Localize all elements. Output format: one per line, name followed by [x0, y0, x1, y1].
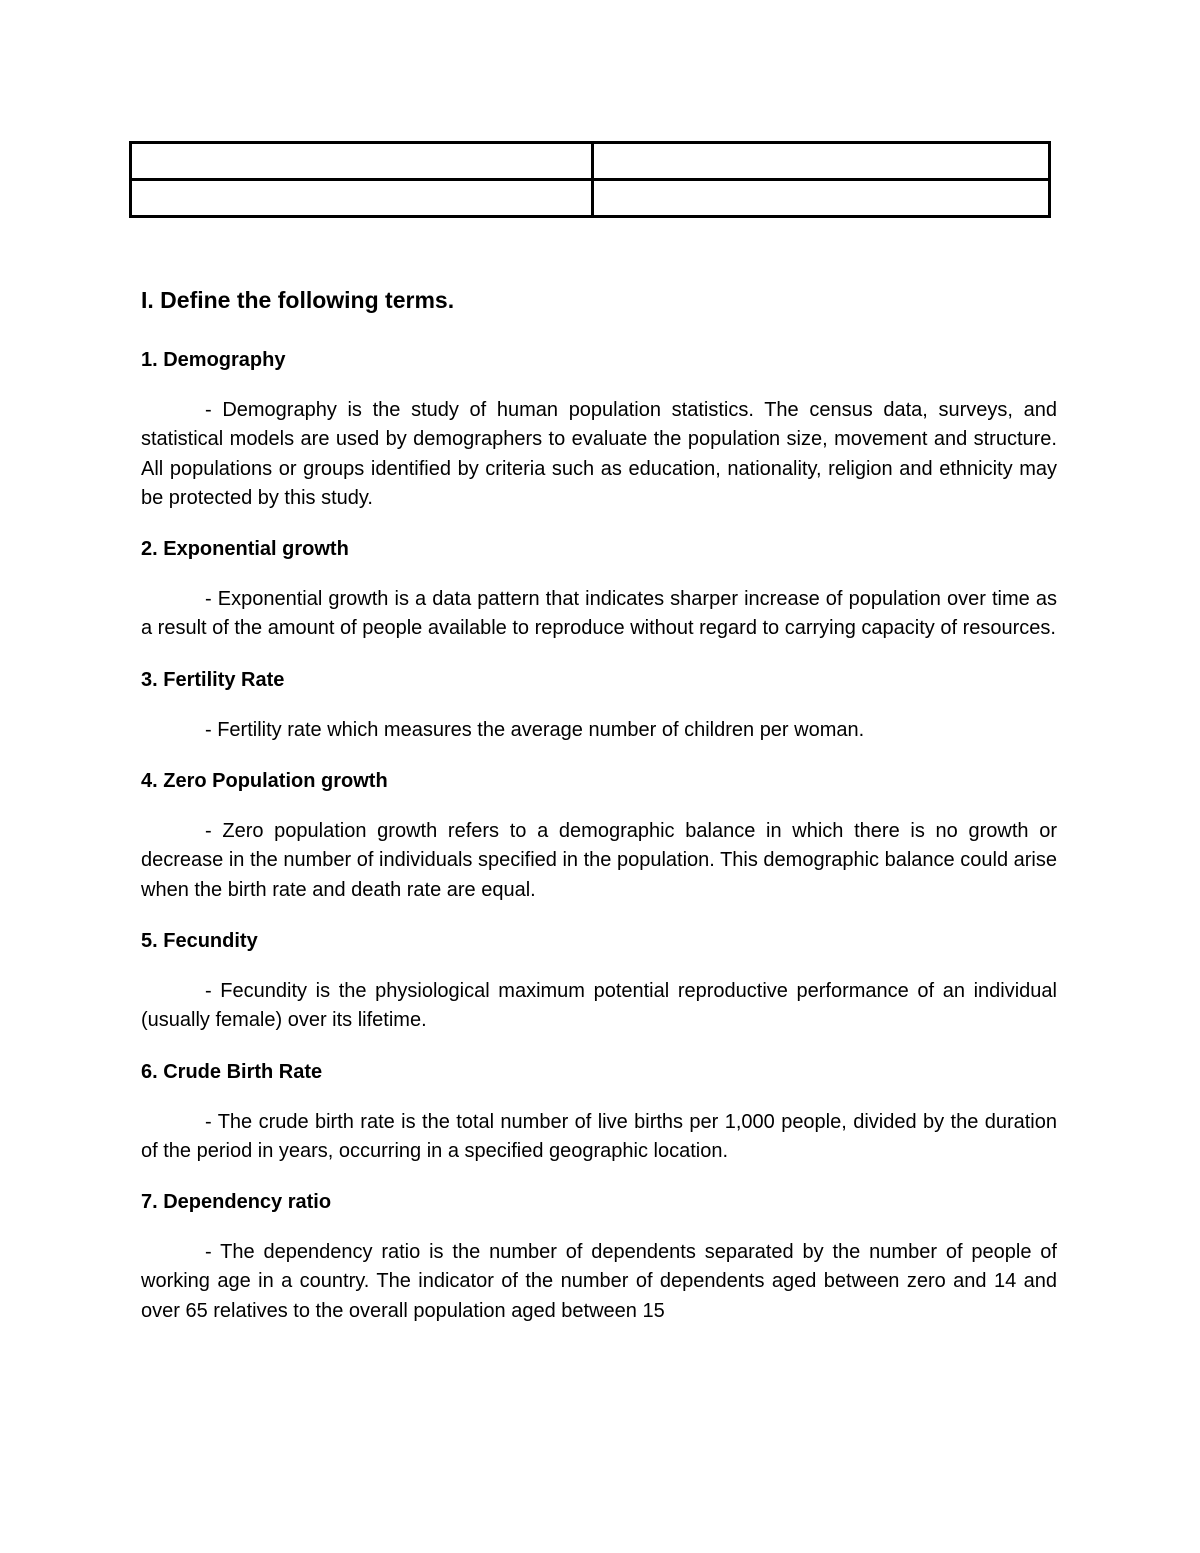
- term-item: [141, 767, 1057, 905]
- term-definition: - Exponential growth is a data pattern that indicates sharper increase of population over time as a result of the amount of people available to reproduce without regard to carrying capacity of resources.: [141, 588, 1057, 640]
- section-title: I. Define the following terms.: [141, 287, 455, 313]
- table-cell: [593, 143, 1050, 180]
- term-definition: - Fertility rate which measures the average number of children per woman.: [205, 718, 865, 741]
- term-heading: 3. Fertility Rate: [141, 668, 285, 691]
- term-item: [141, 927, 1057, 1036]
- table-cell: [593, 180, 1050, 217]
- document-content: [141, 284, 1057, 1348]
- table-row: [131, 180, 1050, 217]
- term-heading: 4. Zero Population growth: [141, 770, 388, 793]
- term-heading: 1. Demography: [141, 349, 286, 371]
- term-item: [141, 535, 1057, 644]
- term-item: [141, 666, 1057, 745]
- term-definition: - Demography is the study of human population statistics. The census data, surveys, and statistical models are used by demographers to evaluate the population size, movement and structure. All populations or groups identified by criteria such as education, nationality, religion and ethnicity may be protected by this study.: [141, 399, 1057, 509]
- term-definition: - The crude birth rate is the total number of live births per 1,000 people, divided by the duration of the period in years, occurring in a specified geographic location.: [141, 1110, 1057, 1162]
- term-heading: 6. Crude Birth Rate: [141, 1060, 323, 1083]
- term-heading: 7. Dependency ratio: [141, 1191, 332, 1214]
- term-item: [141, 346, 1057, 513]
- table-cell: [131, 180, 593, 217]
- term-definition: - Zero population growth refers to a demographic balance in which there is no growth or decrease in the number of individuals specified in the population. This demographic balance could arise when the birth rate and death rate are equal.: [141, 820, 1057, 901]
- header-info-table: [129, 141, 1051, 218]
- term-heading: 2. Exponential growth: [141, 538, 349, 561]
- term-definition: - The dependency ratio is the number of dependents separated by the number of people of working age in a country. The indicator of the number of dependents aged between zero and 14 and over 65 relatives to the overall population aged between 15: [141, 1241, 1057, 1322]
- table-row: [131, 143, 1050, 180]
- term-definition: - Fecundity is the physiological maximum potential reproductive performance of an individual (usually female) over its lifetime.: [141, 979, 1057, 1032]
- term-item: [141, 1188, 1057, 1326]
- term-heading: 5. Fecundity: [141, 929, 258, 952]
- term-item: [141, 1058, 1057, 1167]
- table-cell: [131, 143, 593, 180]
